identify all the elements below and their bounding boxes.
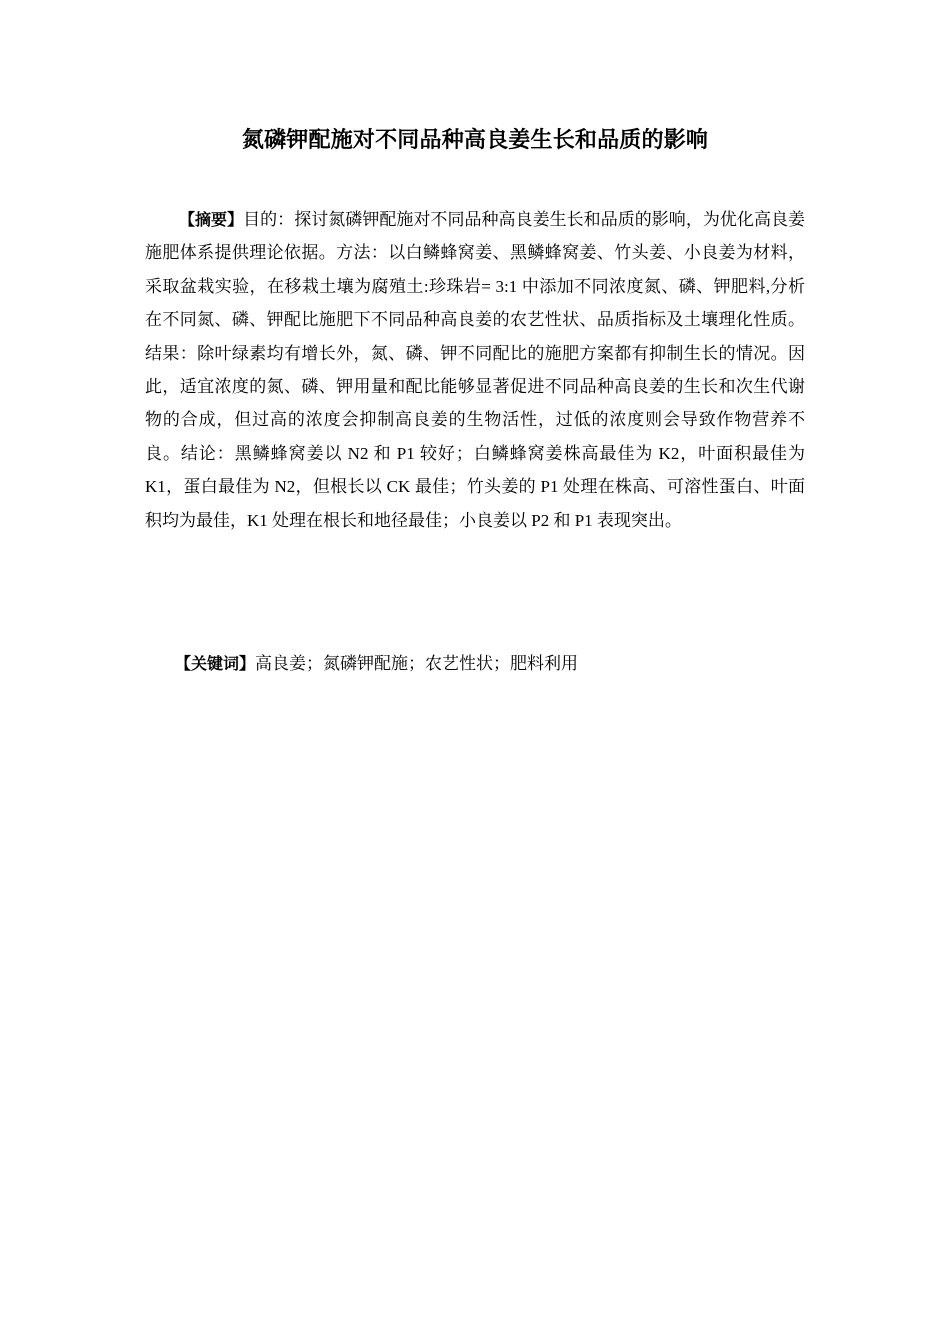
keywords-text: 高良姜；氮磷钾配施；农艺性状；肥料利用 bbox=[255, 654, 579, 673]
abstract-paragraph bbox=[145, 203, 805, 537]
abstract-text: 目的：探讨氮磷钾配施对不同品种高良姜生长和品质的影响，为优化高良姜施肥体系提供理论依据。方法：以白鳞蜂窝姜、黑鳞蜂窝姜、竹头姜、小良姜为材料，采取盆栽实验，在移栽土壤为腐殖土:珍珠岩= 3:1 中添加不同浓度氮、磷、钾肥料,分析在不同氮、磷、钾配比施肥下不同品种高良姜的农艺性状、品质指标及土壤理化性质。结果：除叶绿素均有增长外，氮、磷、钾不同配比的施肥方案都有抑制生长的情况。因此，适宜浓度的氮、磷、钾用量和配比能够显著促进不同品种高良姜的生长和次生代谢物的合成，但过高的浓度会抑制高良姜的生物活性，过低的浓度则会导致作物营养不良。结论：黑鳞蜂窝姜以 N2 和 P1 较好；白鳞蜂窝姜株高最佳为 K2，叶面积最佳为 K1，蛋白最佳为 N2，但根长以 CK 最佳；竹头姜的 P1 处理在株高、可溶性蛋白、叶面积均为最佳，K1 处理在根长和地径最佳；小良姜以 P2 和 P1 表现突出。 bbox=[145, 210, 805, 530]
abstract-label: 【摘要】 bbox=[179, 210, 244, 229]
keywords-label: 【关键词】 bbox=[175, 654, 256, 673]
paper-title: 氮磷钾配施对不同品种高良姜生长和品质的影响 bbox=[241, 128, 709, 153]
keywords-paragraph bbox=[145, 647, 805, 680]
